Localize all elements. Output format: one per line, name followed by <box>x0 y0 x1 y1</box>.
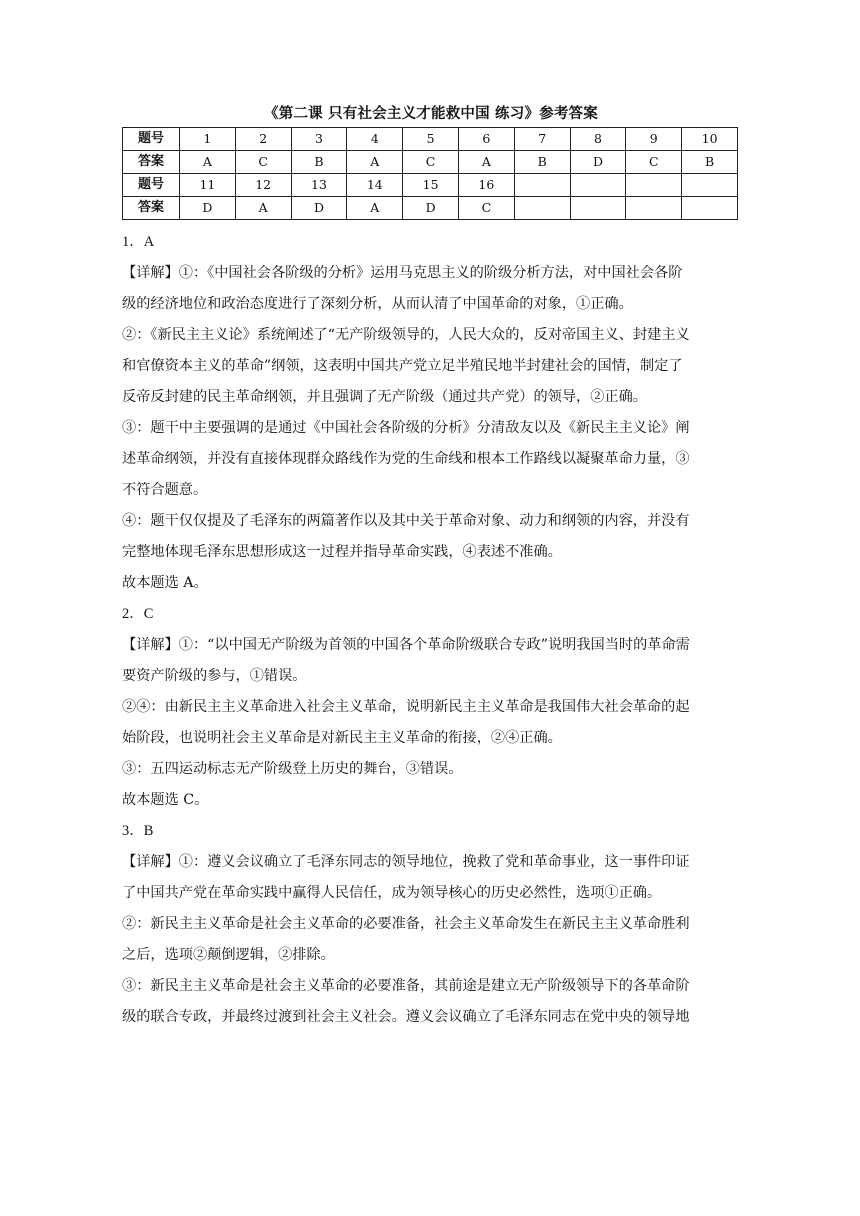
answer-cell: 13 <box>291 174 347 197</box>
answer-cell: 2 <box>235 128 291 151</box>
answer-cell: D <box>291 197 347 220</box>
answer-table-row <box>123 197 738 220</box>
explanation-line: 【详解】①：遵义会议确立了毛泽东同志的领导地位，挽救了党和革命事业，这一事件印证 <box>122 854 690 870</box>
answer-table-row <box>123 151 738 174</box>
answer-cell: 1 <box>180 128 236 151</box>
answer-cell: 14 <box>347 174 403 197</box>
explanation-line: ③：五四运动标志无产阶级登上历史的舞台，③错误。 <box>122 761 463 777</box>
answer-cell: 9 <box>626 128 682 151</box>
answer-cell: A <box>180 151 236 174</box>
page-title: 《第二课 只有社会主义才能救中国 练习》参考答案 <box>264 105 598 122</box>
answer-table-row <box>123 128 738 151</box>
explanation-line: 级的联合专政，并最终过渡到社会主义社会。遵义会议确立了毛泽东同志在党中央的领导地 <box>122 1009 690 1025</box>
question-number: 3．B <box>122 823 154 839</box>
answer-cell: D <box>403 197 459 220</box>
answer-cell: D <box>570 151 626 174</box>
answer-cell: A <box>458 151 514 174</box>
explanation-line: 完整地体现毛泽东思想形成这一过程并指导革命实践，④表述不准确。 <box>122 544 562 560</box>
explanation-line: 【详解】①：《中国社会各阶级的分析》运用马克思主义的阶级分析方法，对中国社会各阶 <box>122 265 683 281</box>
explanation-line: 级的经济地位和政治态度进行了深刻分析，从而认清了中国革命的对象，①正确。 <box>122 296 633 312</box>
explanation-line: 要资产阶级的参与，①错误。 <box>122 668 307 684</box>
answer-cell <box>682 197 738 220</box>
answer-cell: A <box>235 197 291 220</box>
answer-cell: C <box>403 151 459 174</box>
answer-cell: B <box>291 151 347 174</box>
answer-cell: 11 <box>180 174 236 197</box>
row-header: 答案 <box>123 197 180 220</box>
answer-cell: 15 <box>403 174 459 197</box>
answer-cell: 4 <box>347 128 403 151</box>
explanation-line: ②④：由新民主主义革命进入社会主义革命，说明新民主主义革命是我国伟大社会革命的起 <box>122 699 690 715</box>
answer-cell <box>514 197 570 220</box>
row-header: 题号 <box>123 174 180 197</box>
explanation-line: ④：题干仅仅提及了毛泽东的两篇著作以及其中关于革命对象、动力和纲领的内容，并没有 <box>122 513 690 529</box>
explanation-line: 述革命纲领，并没有直接体现群众路线作为党的生命线和根本工作路线以凝聚革命力量，③ <box>122 451 690 467</box>
answer-cell: D <box>180 197 236 220</box>
document-page <box>122 104 740 1033</box>
answer-cell: 3 <box>291 128 347 151</box>
explanation-line: 反帝反封建的民主革命纲领，并且强调了无产阶级（通过共产党）的领导，②正确。 <box>122 389 647 405</box>
answer-table <box>122 127 738 220</box>
answer-cell <box>570 174 626 197</box>
answer-cell <box>514 174 570 197</box>
explanation-line: ②：新民主主义革命是社会主义革命的必要准备，社会主义革命发生在新民主主义革命胜利 <box>122 916 690 932</box>
answer-cell: A <box>347 151 403 174</box>
answer-cell: B <box>514 151 570 174</box>
answer-cell: 7 <box>514 128 570 151</box>
explanation-line: ③：题干中主要强调的是通过《中国社会各阶级的分析》分清敌友以及《新民主主义论》阐 <box>122 420 690 436</box>
answer-cell: C <box>235 151 291 174</box>
answer-cell: C <box>626 151 682 174</box>
answer-cell <box>626 174 682 197</box>
question-number: 1．A <box>122 234 155 250</box>
answer-cell: 8 <box>570 128 626 151</box>
answer-cell: B <box>682 151 738 174</box>
explanation-line: 故本题选 C。 <box>122 792 209 808</box>
explanation-line: 【详解】①：“以中国无产阶级为首领的中国各个革命阶级联合专政”说明我国当时的革命需 <box>122 637 690 653</box>
answer-cell: C <box>458 197 514 220</box>
explanation-line: 始阶段，也说明社会主义革命是对新民主主义革命的衔接，②④正确。 <box>122 730 562 746</box>
answer-cell: 10 <box>682 128 738 151</box>
explanation-line: 之后，选项②颠倒逻辑，②排除。 <box>122 947 335 963</box>
explanation-line: ②：《新民主主义论》系统阐述了“无产阶级领导的，人民大众的，反对帝国主义、封建主义 <box>122 327 690 343</box>
explanation-line: 故本题选 A。 <box>122 575 208 591</box>
answer-cell: 5 <box>403 128 459 151</box>
answer-table-row <box>123 174 738 197</box>
explanation-line: 和官僚资本主义的革命”纲领，这表明中国共产党立足半殖民地半封建社会的国情，制定了 <box>122 358 683 374</box>
question-number: 2．C <box>122 606 154 622</box>
row-header: 题号 <box>123 128 180 151</box>
answer-cell: 12 <box>235 174 291 197</box>
row-header: 答案 <box>123 151 180 174</box>
answer-cell <box>626 197 682 220</box>
explanation-line: 了中国共产党在革命实践中赢得人民信任，成为领导核心的历史必然性，选项①正确。 <box>122 885 662 901</box>
answer-cell: 16 <box>458 174 514 197</box>
explanation-line: ③：新民主主义革命是社会主义革命的必要准备，其前途是建立无产阶级领导下的各革命阶 <box>122 978 690 994</box>
answer-cell: A <box>347 197 403 220</box>
answer-cell: 6 <box>458 128 514 151</box>
explanation-body <box>122 227 740 1033</box>
answer-cell <box>570 197 626 220</box>
answer-cell <box>682 174 738 197</box>
answer-table-body <box>123 128 738 220</box>
explanation-line: 不符合题意。 <box>122 482 208 498</box>
